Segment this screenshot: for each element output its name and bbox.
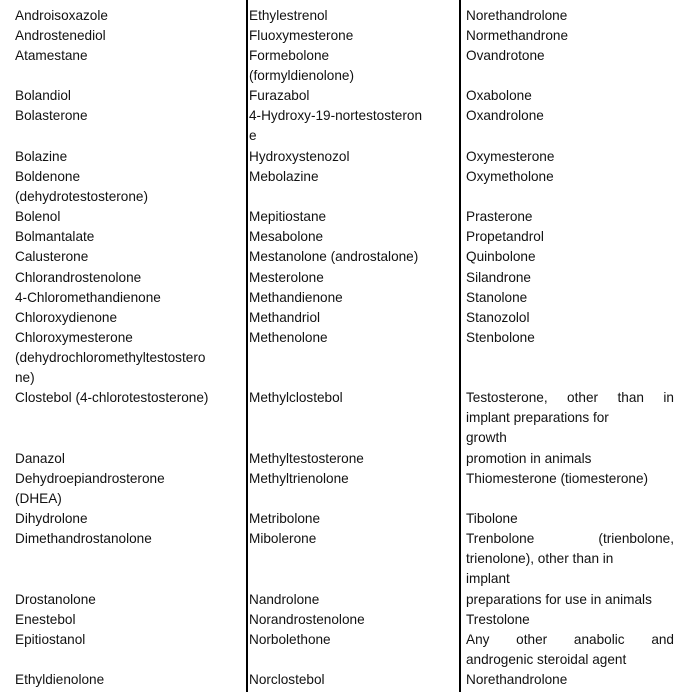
table-cell: Dihydrolone: [15, 511, 88, 526]
table-cell: Thiomesterone (tiomesterone): [466, 471, 649, 486]
table-cell: Propetandrol: [466, 229, 544, 244]
table-cell: Chloroxymesterone (dehydrochloromethyltestostero ne): [15, 330, 206, 386]
table-cell: Prasterone: [466, 209, 533, 224]
table-cell: Formebolone (formyldienolone): [249, 48, 355, 84]
table-cell: Bolenol: [15, 209, 61, 224]
table-cell: Androstenediol: [15, 28, 106, 43]
table-cell: Epitiostanol: [15, 632, 86, 647]
table-cell: Metribolone: [249, 511, 321, 526]
table-cell: Clostebol (4-chlorotestosterone): [15, 390, 209, 405]
table-cell: Norethandrolone: [466, 8, 568, 23]
table-cell: Silandrone: [466, 270, 531, 285]
table-cell: Any other anabolic and androgenic steroidal agent: [466, 632, 674, 668]
table-cell: Hydroxystenozol: [249, 149, 350, 164]
table-cell: Trenbolone (trienbolone, trienolone), other than in implant: [466, 531, 674, 587]
table-cell: Calusterone: [15, 249, 89, 264]
table-cell: Bolasterone: [15, 108, 88, 123]
table-cell: promotion in animals: [466, 451, 592, 466]
table-cell: Methylclostebol: [249, 390, 343, 405]
table-cell: Chloroxydienone: [15, 310, 118, 325]
table-cell: Norbolethone: [249, 632, 331, 647]
table-cell: Mibolerone: [249, 531, 317, 546]
table-cell: Ovandrotone: [466, 48, 545, 63]
table-cell: Bolandiol: [15, 88, 71, 103]
table-cell: Oxabolone: [466, 88, 532, 103]
table-cell: Norandrostenolone: [249, 612, 365, 627]
table-cell: Stanozolol: [466, 310, 530, 325]
table-cell: Methandriol: [249, 310, 321, 325]
table-cell: Nandrolone: [249, 592, 320, 607]
table-cell: Methenolone: [249, 330, 328, 345]
table-cell: Atamestane: [15, 48, 88, 63]
table-cell: Oxandrolone: [466, 108, 544, 123]
table-cell: Normethandrone: [466, 28, 569, 43]
table-cell: Trestolone: [466, 612, 530, 627]
table-cell: Methyltestosterone: [249, 451, 364, 466]
table-cell: Furazabol: [249, 88, 310, 103]
table-cell: Enestebol: [15, 612, 76, 627]
table-cell: Ethylestrenol: [249, 8, 328, 23]
table-cell: Ethyldienolone: [15, 672, 105, 687]
table-cell: Mesterolone: [249, 270, 324, 285]
table-cell: preparations for use in animals: [466, 592, 652, 607]
table-cell: Boldenone (dehydrotestosterone): [15, 169, 148, 205]
table-cell: Methyltrienolone: [249, 471, 349, 486]
table-cell: Mesabolone: [249, 229, 324, 244]
table-cell: Bolmantalate: [15, 229, 95, 244]
table-cell: Dehydroepiandrosterone (DHEA): [15, 471, 165, 507]
table-cell: Chlorandrostenolone: [15, 270, 142, 285]
table-cell: Mebolazine: [249, 169, 319, 184]
table-cell: Tibolone: [466, 511, 518, 526]
table-cell: Mepitiostane: [249, 209, 327, 224]
table-cell: Stenbolone: [466, 330, 535, 345]
table-cell: Mestanolone (androstalone): [249, 249, 419, 264]
table-cell: Testosterone, other than in implant preparations for growth: [466, 390, 674, 446]
column-divider: [459, 0, 461, 692]
table-cell: Fluoxymesterone: [249, 28, 354, 43]
table-cell: Androisoxazole: [15, 8, 108, 23]
table-cell: Stanolone: [466, 290, 528, 305]
table-cell: Norethandrolone: [466, 672, 568, 687]
table-cell: 4-Chloromethandienone: [15, 290, 161, 305]
table-cell: Methandienone: [249, 290, 343, 305]
table-cell: Quinbolone: [466, 249, 536, 264]
column-divider: [246, 0, 248, 692]
table-cell: Norclostebol: [249, 672, 325, 687]
table-cell: Dimethandrostanolone: [15, 531, 152, 546]
table-cell: Drostanolone: [15, 592, 96, 607]
table-cell: Danazol: [15, 451, 65, 466]
table-cell: Bolazine: [15, 149, 68, 164]
table-cell: 4-Hydroxy-19-nortestosteron e: [249, 108, 423, 144]
table-cell: Oxymetholone: [466, 169, 554, 184]
table-cell: Oxymesterone: [466, 149, 555, 164]
